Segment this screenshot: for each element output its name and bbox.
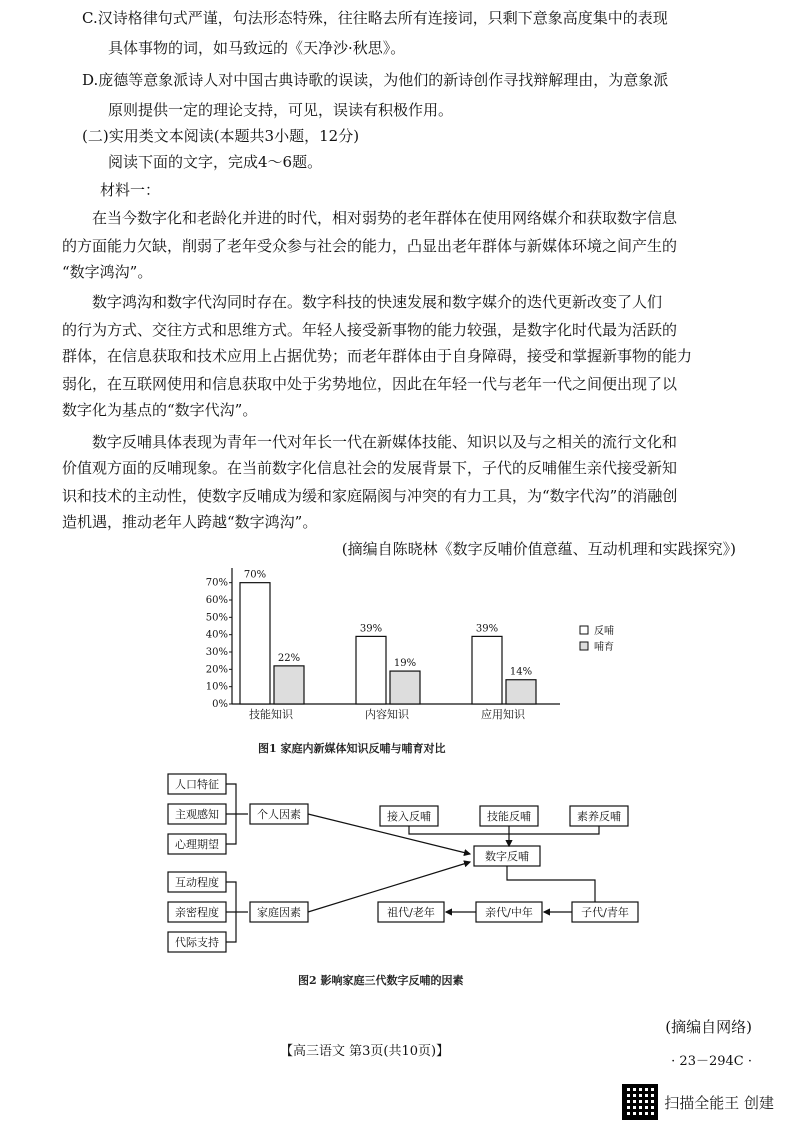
p2-line2: 的行为方式、交往方式和思维方式。年轻人接受新事物的能力较强，是数字化时代最为活跃的 (62, 321, 678, 339)
label-family: 家庭因素 (257, 906, 301, 919)
y-tick-label: 70% (205, 577, 228, 589)
bar-fanbu (240, 583, 270, 704)
p3-line1: 数字反哺具体表现为青年一代对年长一代在新媒体技能、知识以及与之相关的流行文化和 (92, 433, 678, 451)
bar-fanbu (472, 636, 502, 704)
p3-line3: 识和技术的主动性，使数字反哺成为缓和家庭隔阂与冲突的有力工具，为“数字代沟”的消融创 (62, 487, 678, 505)
legend-label: 哺育 (594, 642, 614, 653)
bar-fanbu (356, 636, 386, 704)
option-c-line2: 具体事物的词，如马致远的《天净沙·秋思》。 (108, 39, 406, 57)
option-c-line1: C.汉诗格律句式严谨，句法形态特殊，往往略去所有连接词，只剩下意象高度集中的表现 (82, 9, 668, 27)
scanner-watermark (622, 1084, 774, 1120)
page-footer: 【高三语文 第3页(共10页)】 (280, 1044, 450, 1059)
p3-line2: 价值观方面的反哺现象。在当前数字化信息社会的发展背景下，子代的反哺催生亲代接受新知 (62, 459, 678, 477)
option-d-line2: 原则提供一定的理论支持，可见，误读有积极作用。 (108, 101, 454, 119)
bar-value-label: 14% (509, 666, 533, 678)
p2-line5: 数字化为基点的“数字代沟”。 (62, 401, 258, 419)
label-support: 代际支持 (175, 936, 219, 949)
label-population: 人口特征 (175, 778, 219, 791)
figure2-diagram (0, 762, 800, 962)
bar-buyu (506, 680, 536, 704)
option-d-line1: D.庞德等意象派诗人对中国古典诗歌的误读，为他们的新诗创作寻找辩解理由，为意象派 (82, 71, 669, 89)
label-literacy: 素养反哺 (577, 810, 621, 823)
p1-line3: “数字鸿沟”。 (62, 263, 153, 281)
y-tick-label: 20% (205, 664, 228, 676)
bar-value-label: 39% (475, 623, 499, 635)
bar-value-label: 39% (359, 623, 383, 635)
y-tick-label: 60% (205, 595, 228, 606)
source-citation-1: (摘编自陈晓林《数字反哺价值意蕴、互动机理和实践探究》) (341, 540, 736, 558)
p2-line1: 数字鸿沟和数字代沟同时存在。数字科技的快速发展和数字媒介的迭代更新改变了人们 (92, 293, 663, 311)
label-center: 数字反哺 (485, 850, 529, 863)
bar-value-label: 22% (277, 652, 301, 664)
bar-value-label: 70% (243, 569, 267, 581)
figure2-caption: 图2 影响家庭三代数字反哺的因素 (298, 974, 464, 987)
legend-label: 反哺 (594, 626, 614, 637)
category-label: 内容知识 (365, 708, 409, 721)
y-tick-label: 30% (205, 647, 228, 658)
label-youth: 子代/青年 (581, 906, 629, 919)
figure1-bar-chart (0, 562, 800, 747)
label-interaction: 互动程度 (175, 876, 219, 889)
legend-swatch (580, 642, 588, 650)
label-access: 接入反哺 (387, 810, 431, 823)
label-perception: 主观感知 (175, 808, 219, 821)
p2-line4: 弱化，在互联网使用和信息获取中处于劣势地位，因此在年轻一代与老年一代之间便出现了以 (62, 375, 678, 393)
source-citation-2: (摘编自网络) (665, 1018, 752, 1036)
bar-buyu (390, 671, 420, 704)
bar-buyu (274, 666, 304, 704)
instruction: 阅读下面的文字，完成4～6题。 (108, 153, 323, 171)
label-intimacy: 亲密程度 (175, 906, 219, 919)
bar-value-label: 19% (393, 658, 417, 670)
label-elder: 祖代/老年 (387, 906, 435, 919)
p1-line1: 在当今数字化和老龄化并进的时代，相对弱势的老年群体在使用网络媒介和获取数字信息 (92, 209, 678, 227)
category-label: 应用知识 (481, 708, 525, 721)
y-tick-label: 50% (205, 612, 228, 624)
label-personal: 个人因素 (257, 808, 301, 821)
p1-line2: 的方面能力欠缺，削弱了老年受众参与社会的能力，凸显出老年群体与新媒体环境之间产生的 (62, 237, 678, 255)
label-middle: 亲代/中年 (485, 906, 533, 919)
material-label: 材料一： (100, 181, 161, 199)
figure1-caption: 图1 家庭内新媒体知识反哺与哺育对比 (258, 742, 446, 755)
y-tick-label: 10% (205, 681, 228, 693)
y-tick-label: 0% (212, 699, 228, 710)
p3-line4: 造机遇，推动老年人跨越“数字鸿沟”。 (62, 513, 318, 531)
category-label: 技能知识 (249, 708, 293, 721)
legend-swatch (580, 626, 588, 634)
p2-line3: 群体，在信息获取和技术应用上占据优势；而老年群体由于自身障碍，接受和掌握新事物的能力 (62, 347, 693, 365)
label-expectation: 心理期望 (175, 838, 219, 851)
label-skill: 技能反哺 (487, 810, 531, 823)
exam-code: · 23－294C · (671, 1054, 752, 1069)
section-heading: (二)实用类文本阅读(本题共3小题，12分) (82, 127, 360, 145)
qr-code-icon (622, 1084, 658, 1120)
watermark-text: 扫描全能王 创建 (664, 1093, 774, 1112)
y-tick-label: 40% (205, 629, 228, 641)
